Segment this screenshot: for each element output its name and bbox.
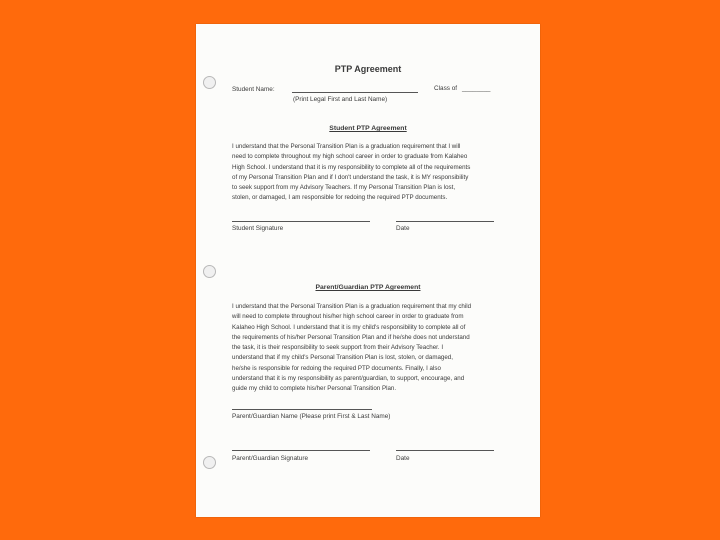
student-agreement-heading: Student PTP Agreement bbox=[329, 125, 407, 132]
document-page bbox=[196, 24, 540, 517]
student-date-label: Date bbox=[396, 225, 410, 232]
document-title: PTP Agreement bbox=[334, 64, 402, 74]
parent-signature-label: Parent/Guardian Signature bbox=[232, 455, 309, 462]
class-of-blank[interactable]: ________ bbox=[462, 85, 491, 92]
student-signature-label: Student Signature bbox=[232, 225, 284, 232]
parent-name-line[interactable] bbox=[232, 409, 372, 410]
binder-hole-top bbox=[203, 76, 216, 89]
parent-name-label: Parent/Guardian Name (Please print First & Last Name) bbox=[232, 413, 391, 420]
binder-hole-bottom bbox=[203, 456, 216, 469]
student-agreement-text: I understand that the Personal Transition Plan is a graduation requirement that I will need to complete throughout my high school career in order to graduate from Kalaheo High School. I understand that it is my responsibility to complete all of the requirements of my Personal Transition Plan and if I don't understand the task, it is MY responsibility to seek support from my Advisory Teachers. If my Personal Transition Plan is lost, stolen, or damaged, I am responsible for redoing the required PTP documents. bbox=[232, 143, 471, 202]
student-name-line[interactable] bbox=[292, 92, 418, 93]
print-name-hint: (Print Legal First and Last Name) bbox=[293, 96, 388, 103]
class-of-label: Class of bbox=[434, 85, 458, 92]
student-signature-line[interactable] bbox=[232, 221, 370, 222]
parent-signature-line[interactable] bbox=[232, 450, 370, 451]
parent-agreement-heading: Parent/Guardian PTP Agreement bbox=[315, 284, 421, 291]
parent-date-label: Date bbox=[396, 455, 410, 462]
binder-hole-middle bbox=[203, 265, 216, 278]
student-name-label: Student Name: bbox=[232, 86, 275, 93]
parent-agreement-text: I understand that the Personal Transition Plan is a graduation requirement that my child will need to complete throughout his/her high school career in order to graduate from Kalaheo High School. I understand that it is my child's responsibility to complete all of the requirements of his/her Personal Transition Plan and if he/she does not understand the task, it is their responsibility to seek support from their Advisory Teacher. I understand that if my child's Personal Transition Plan is lost, stolen, or damaged, he/she is responsible for redoing the required PTP documents. Finally, I also understand that it is my responsibility as parent/guardian, to support, encourage, and guide my child to complete his/her Personal Transition Plan. bbox=[232, 303, 472, 393]
parent-date-line[interactable] bbox=[396, 450, 494, 451]
student-date-line[interactable] bbox=[396, 221, 494, 222]
